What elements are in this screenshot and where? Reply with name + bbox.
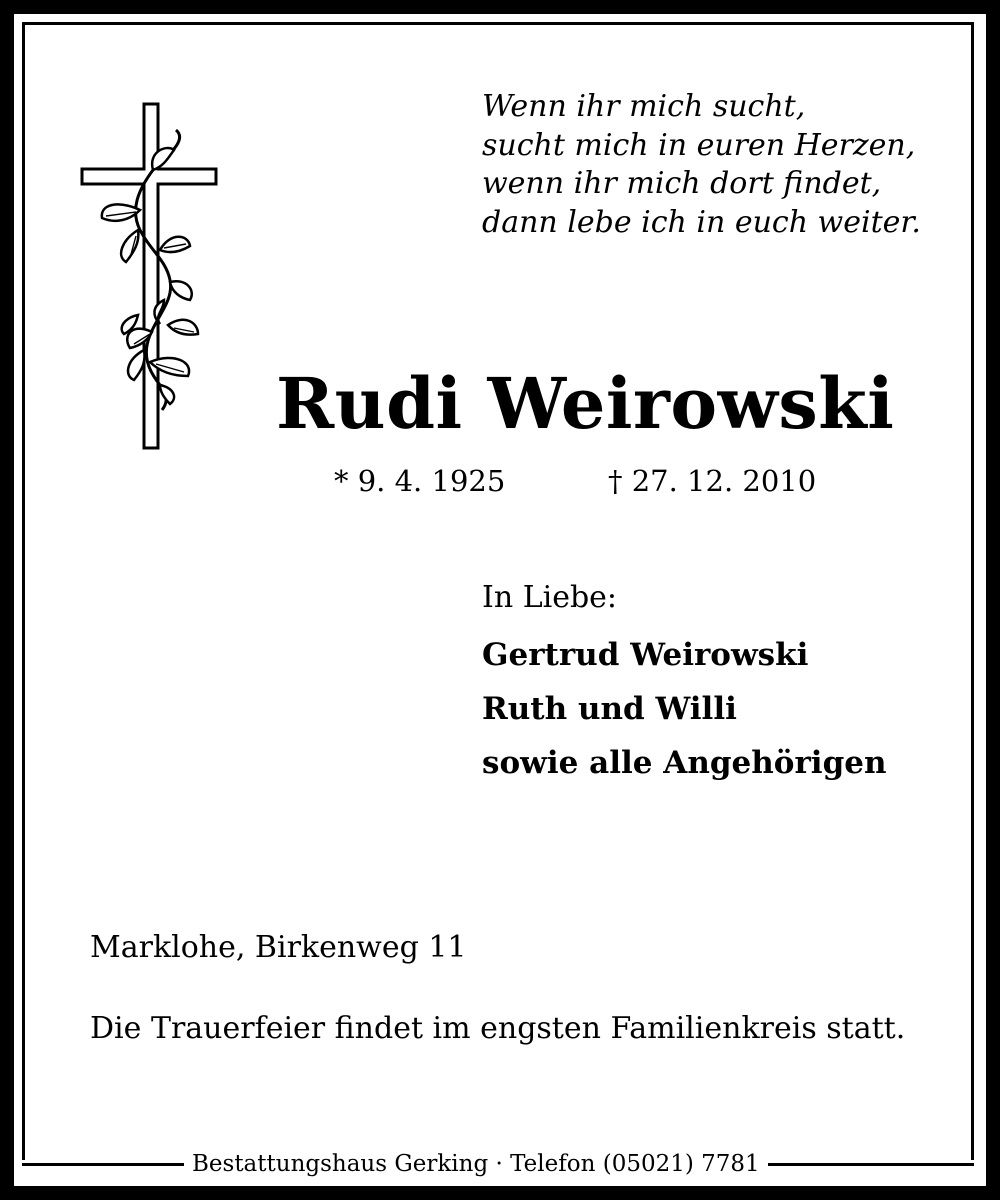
mourner-name: Gertrud Weirowski (482, 637, 809, 673)
funeral-home-footer: Bestattungshaus Gerking · Telefon (05021) 7781 (184, 1151, 768, 1177)
cross-with-ivy-icon (78, 100, 223, 455)
mourner-name: sowie alle Angehörigen (482, 745, 887, 781)
address: Marklohe, Birkenweg 11 (90, 930, 467, 965)
mourner-name: Ruth und Willi (482, 691, 737, 727)
mourners-list (482, 628, 887, 790)
birth-date: * 9. 4. 1925 (334, 464, 506, 498)
mourners-intro: In Liebe: (482, 580, 618, 615)
deceased-name: Rudi Weirowski (276, 362, 895, 445)
death-date: † 27. 12. 2010 (608, 464, 817, 498)
ceremony-note: Die Trauerfeier findet im engsten Familienkreis statt. (90, 1011, 906, 1046)
memorial-quote: Wenn ihr mich sucht, sucht mich in euren Herzen, wenn ihr mich dort findet, dann lebe ich in euch weiter. (482, 89, 921, 240)
